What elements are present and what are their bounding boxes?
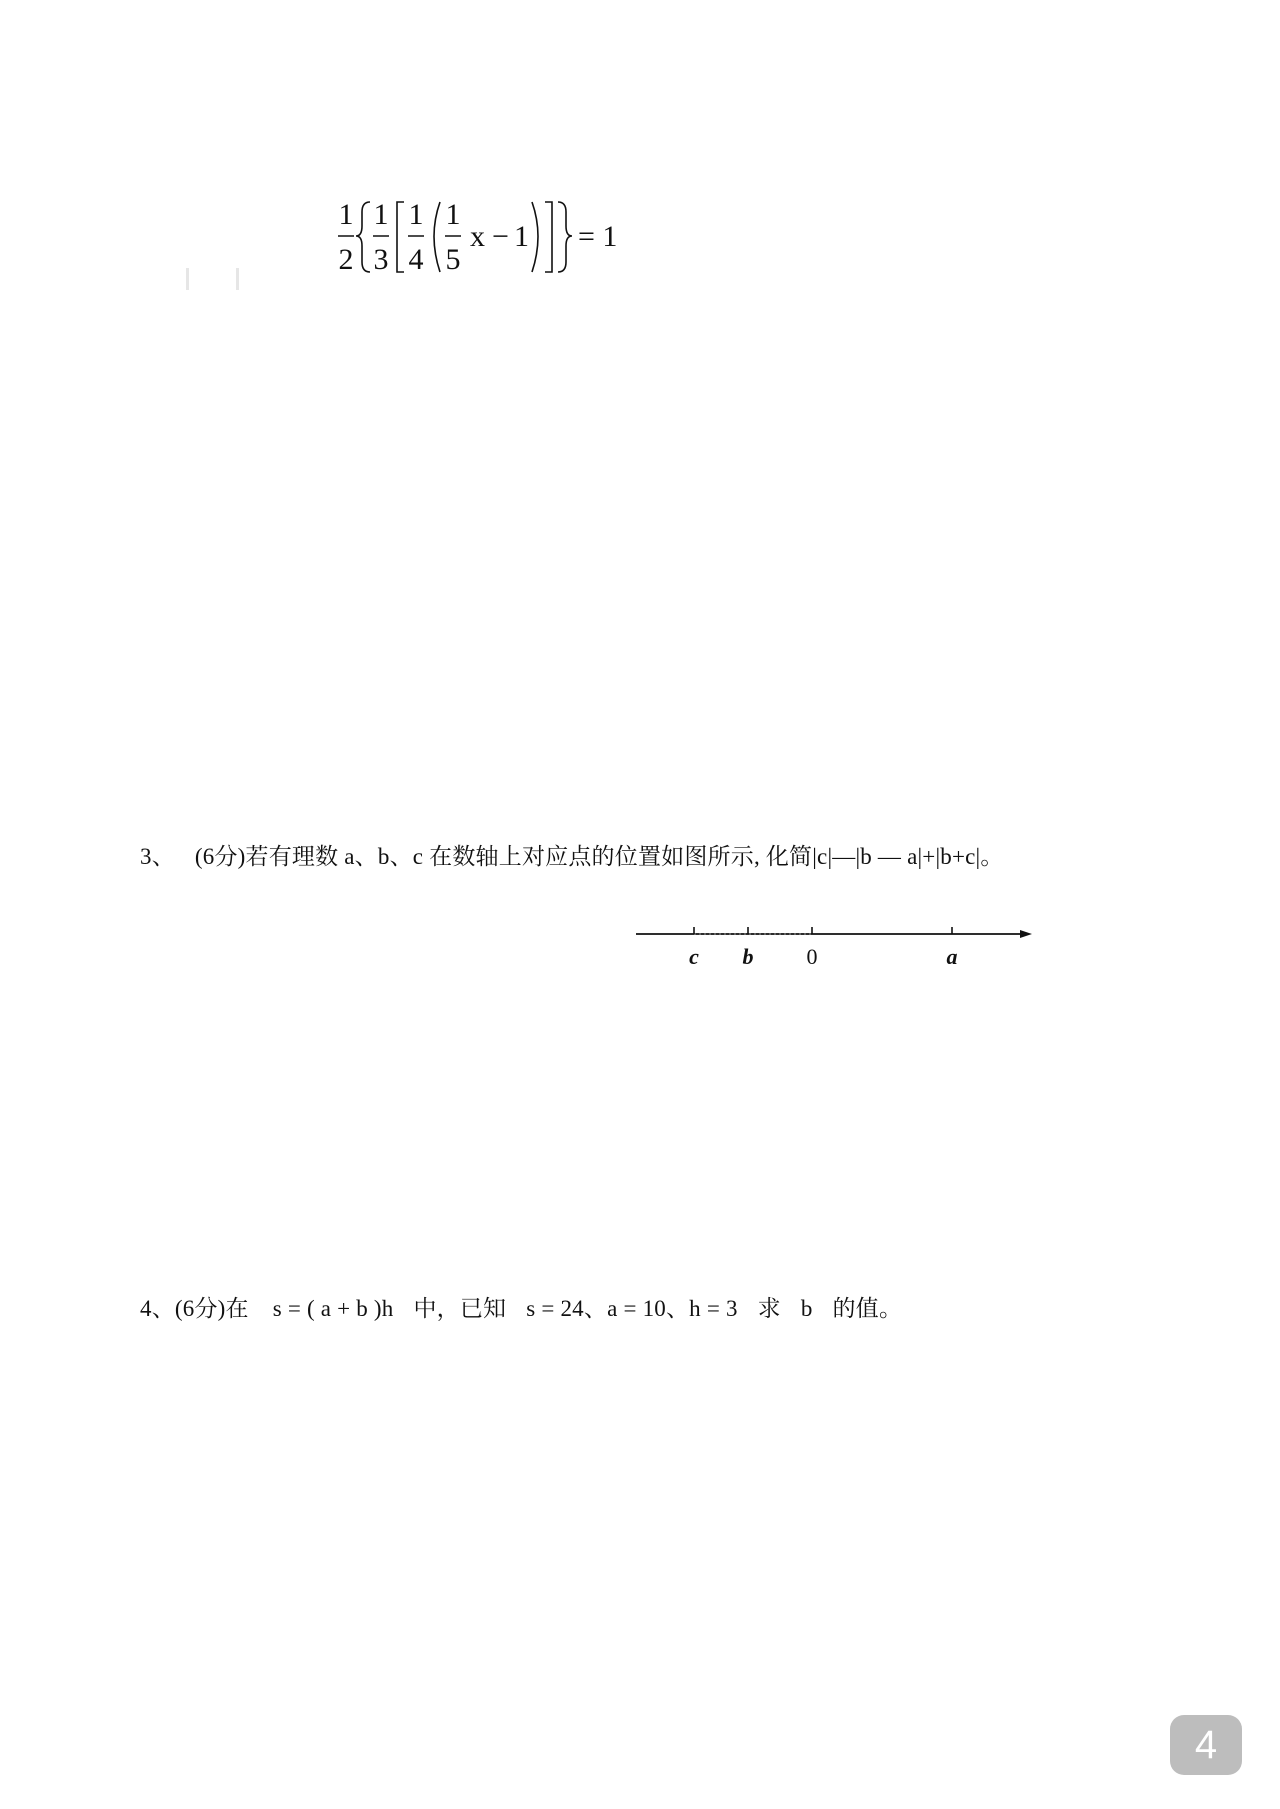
axis-arrow [1020, 930, 1032, 938]
fraction-denominator: 3 [373, 243, 389, 276]
right-paren [532, 202, 538, 272]
page-number-badge: 4 [1170, 1715, 1242, 1775]
variable-x: x [470, 220, 485, 253]
left-brace [356, 202, 370, 272]
fraction-numerator: 1 [445, 198, 461, 231]
question-mid: 中，已知 [413, 1296, 507, 1321]
right-brace [558, 202, 572, 272]
number-line-graphic [636, 920, 1036, 980]
scan-artifact [186, 268, 189, 290]
equation [336, 196, 636, 286]
ask-variable: b [800, 1296, 813, 1321]
question-3 [140, 838, 1004, 871]
fraction-numerator: 1 [373, 198, 389, 231]
label-zero: 0 [806, 944, 818, 969]
number-line [636, 920, 1036, 980]
question-text: (6分)若有理数 a、b、c 在数轴上对应点的位置如图所示, 化简|c|—|b — a|+|b+c|。 [194, 844, 1004, 869]
formula: s = ( a + b )h [272, 1296, 394, 1321]
left-paren [434, 202, 440, 272]
label-a: a [946, 944, 958, 969]
fraction-numerator: 1 [408, 198, 424, 231]
right-bracket [545, 202, 552, 272]
constant-one: 1 [514, 220, 529, 253]
question-number: 3、 [140, 844, 175, 869]
ask-suffix: 的值。 [832, 1296, 903, 1321]
equation-graphic [336, 196, 636, 286]
fraction-denominator: 2 [338, 243, 354, 276]
label-b: b [742, 944, 754, 969]
minus-sign: − [492, 220, 509, 253]
given-values: s = 24、a = 10、h = 3 [526, 1296, 738, 1321]
question-prefix: 4、(6分)在 [140, 1296, 249, 1321]
fraction-denominator: 5 [445, 243, 461, 276]
scan-artifact [236, 268, 239, 290]
ask-prefix: 求 [757, 1296, 781, 1321]
fraction-numerator: 1 [338, 198, 354, 231]
left-bracket [397, 202, 404, 272]
fraction-denominator: 4 [408, 243, 424, 276]
label-c: c [689, 944, 699, 969]
question-4 [140, 1290, 902, 1323]
equation-rhs: = 1 [578, 220, 618, 253]
